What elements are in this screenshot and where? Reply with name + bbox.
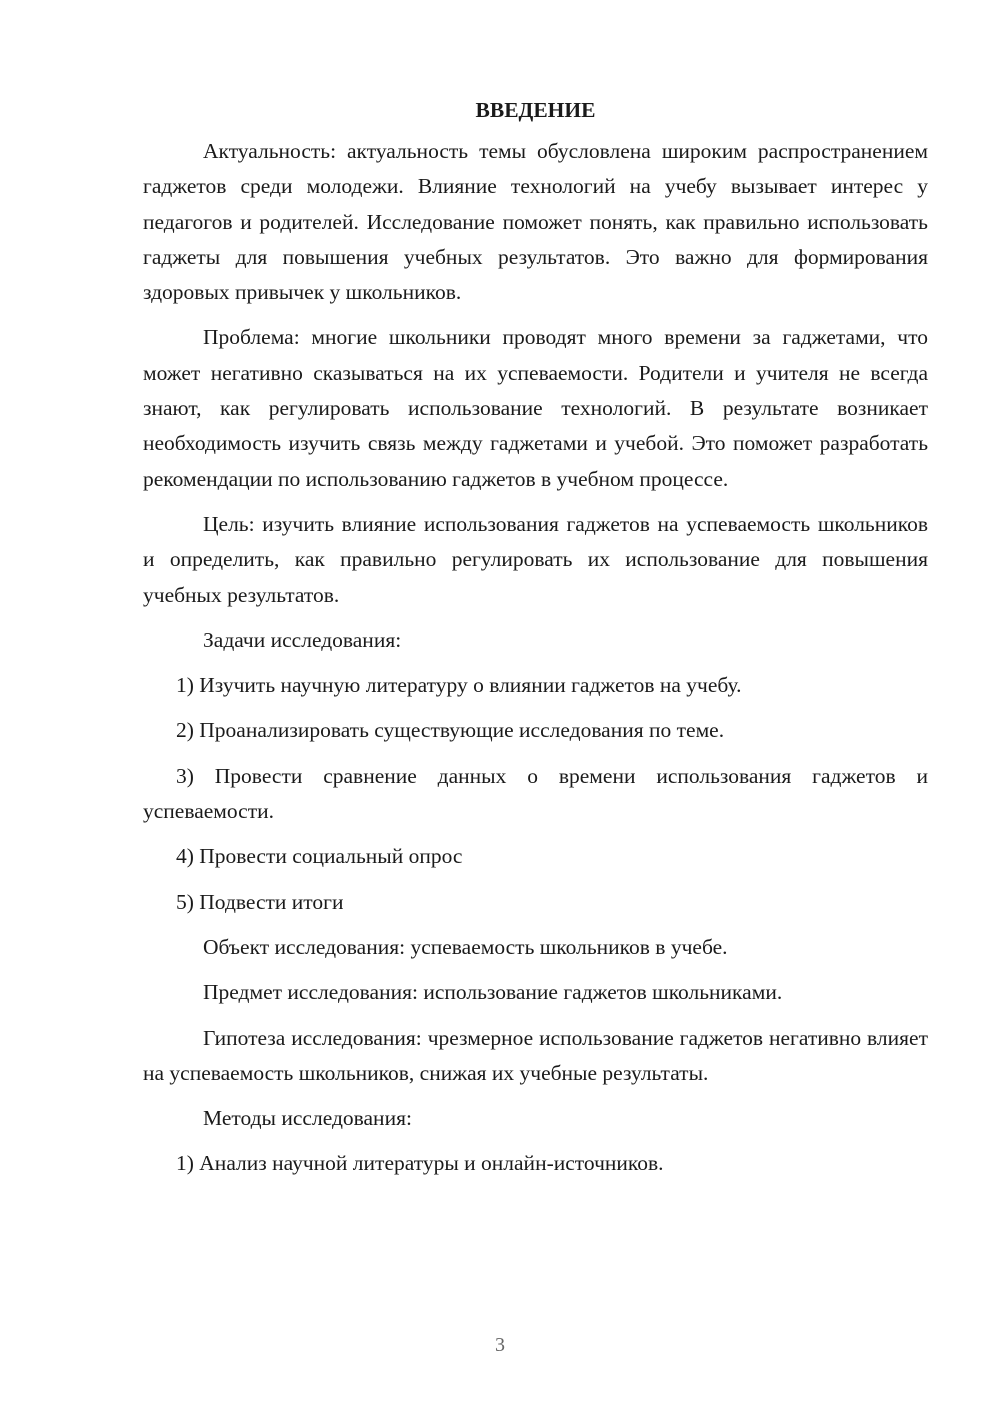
object-paragraph: Объект исследования: успеваемость школьников в учебе. xyxy=(203,934,728,959)
task-item-5: 5) Подвести итоги xyxy=(176,889,344,914)
task-item-3: 3) Провести сравнение данных о времени использования гаджетов и успеваемости. xyxy=(143,763,928,824)
methods-heading: Методы исследования: xyxy=(203,1106,412,1131)
problem-paragraph: Проблема: многие школьники проводят много времени за гаджетами, что может негативно сказываться на их успеваемости. Родители и учителя не всегда знают, как регулировать использование технологий. В результате возникает необходимость изучить связь между гаджетами и учебой. Это поможет разработать рекомендации по использованию гаджетов в учебном процессе. xyxy=(143,325,928,491)
page-title: ВВЕДЕНИЕ xyxy=(475,98,596,122)
task-item-1: 1) Изучить научную литературу о влиянии гаджетов на учебу. xyxy=(176,673,742,698)
task-item-4: 4) Провести социальный опрос xyxy=(176,844,463,869)
tasks-heading: Задачи исследования: xyxy=(203,627,402,652)
document-page xyxy=(143,95,928,1192)
relevance-paragraph: Актуальность: актуальность темы обусловлена широким распространением гаджетов среди молодежи. Влияние технологий на учебу вызывает интерес у педагогов и родителей. Исследование поможет понять, как правильно использовать гаджеты для повышения учебных результатов. Это важно для формирования здоровых привычек у школьников. xyxy=(143,139,928,305)
subject-paragraph: Предмет исследования: использование гаджетов школьниками. xyxy=(203,980,783,1005)
page-number: 3 xyxy=(495,1334,505,1356)
task-item-2: 2) Проанализировать существующие исследования по теме. xyxy=(176,718,725,743)
method-item-1: 1) Анализ научной литературы и онлайн-источников. xyxy=(176,1151,664,1176)
goal-paragraph: Цель: изучить влияние использования гаджетов на успеваемость школьников и определить, как правильно регулировать их использование для повышения учебных результатов. xyxy=(143,511,928,607)
hypothesis-paragraph: Гипотеза исследования: чрезмерное использование гаджетов негативно влияет на успеваемость школьников, снижая их учебные результаты. xyxy=(143,1025,928,1085)
